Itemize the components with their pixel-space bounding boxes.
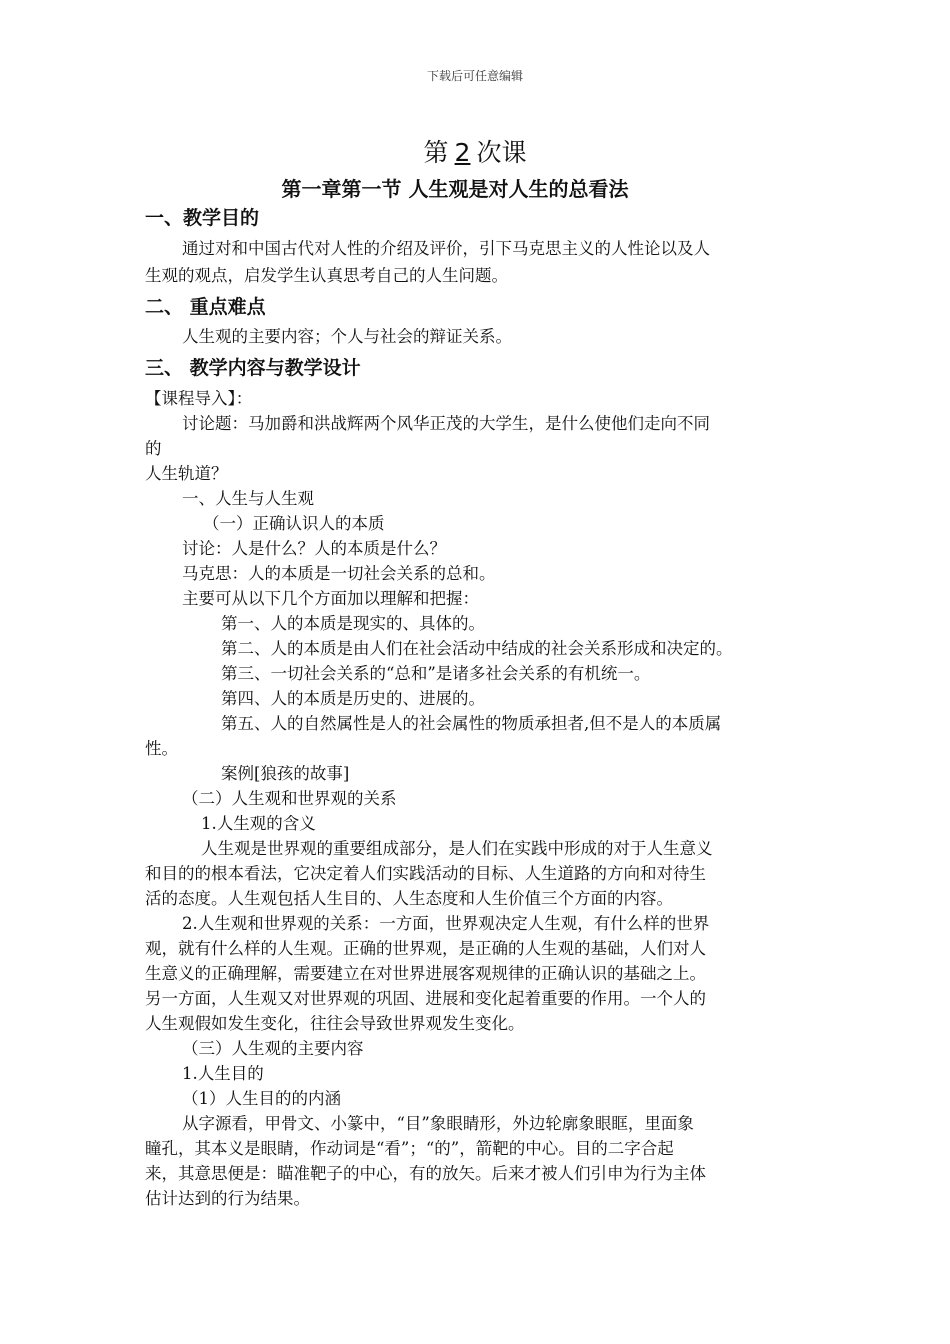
subsection-heading: （一）正确认识人的本质 [203, 514, 385, 533]
paragraph-line: 讨论：人是什么？人的本质是什么？ [182, 539, 446, 558]
section-heading-objectives: 一、教学目的 [145, 207, 260, 229]
paragraph-line: 活的态度。人生观包括人生目的、人生态度和人生价值三个方面的内容。 [145, 889, 673, 908]
subsection-heading: 一、人生与人生观 [182, 489, 314, 508]
chapter-subtitle: 第一章第一节 人生观是对人生的总看法 [281, 177, 629, 201]
list-item: 第五、人的自然属性是人的社会属性的物质承担者,但不是人的本质属 [221, 714, 722, 733]
title-prefix: 第 [423, 138, 449, 167]
paragraph-line: 从字源看，甲骨文、小篆中，“目”象眼睛形，外边轮廓象眼眶，里面象 [182, 1114, 694, 1133]
paragraph-line: 人生轨道？ [145, 464, 228, 483]
section-heading-key-points: 二、 重点难点 [145, 296, 266, 318]
paragraph-line: 人生观假如发生变化，往往会导致世界观发生变化。 [145, 1014, 525, 1033]
paragraph-line: 另一方面，人生观又对世界观的巩固、进展和变化起着重要的作用。一个人的 [145, 989, 706, 1008]
paragraph-line: 和目的的根本看法，它决定着人们实践活动的目标、人生道路的方向和对待生 [145, 864, 706, 883]
paragraph-line: 主要可从以下几个方面加以理解和把握： [182, 589, 479, 608]
paragraph-line: 瞳孔，其本义是眼睛，作动词是“看”；“的”，箭靶的中心。目的二字合起 [145, 1139, 674, 1158]
title-suffix: 次课 [476, 138, 527, 167]
paragraph-line: 估计达到的行为结果。 [145, 1189, 310, 1208]
list-item: 第四、人的本质是历史的、进展的。 [221, 689, 485, 708]
paragraph-line: 生观的观点，启发学生认真思考自己的人生问题。 [145, 266, 508, 285]
paragraph-line: 2.人生观和世界观的关系：一方面，世界观决定人生观，有什么样的世界 [182, 914, 710, 933]
course-intro-label: 【课程导入】： [145, 389, 253, 408]
paragraph-line: 通过对和中国古代对人性的介绍及评价，引下马克思主义的人性论以及人 [182, 239, 710, 258]
header-note: 下载后可任意编辑 [426, 69, 523, 83]
page-title [0, 133, 950, 169]
subsection-heading: （1）人生目的的内涵 [182, 1089, 341, 1108]
section-heading-content: 三、 教学内容与教学设计 [145, 357, 361, 379]
paragraph-line: 的 [145, 439, 162, 458]
subsection-heading: （二）人生观和世界观的关系 [182, 789, 397, 808]
case-label: 案例[狼孩的故事] [221, 764, 350, 783]
list-item: 第一、人的本质是现实的、具体的。 [221, 614, 485, 633]
subsection-heading: （三）人生观的主要内容 [182, 1039, 364, 1058]
subsection-heading: 1.人生观的含义 [201, 814, 316, 833]
subsection-heading: 1.人生目的 [182, 1064, 264, 1083]
paragraph-line: 来，其意思便是：瞄准靶子的中心，有的放矢。后来才被人们引申为行为主体 [145, 1164, 706, 1183]
title-number: 2 [454, 138, 471, 167]
paragraph-line: 讨论题：马加爵和洪战辉两个风华正茂的大学生，是什么使他们走向不同 [182, 414, 710, 433]
paragraph-line: 观，就有什么样的人生观。正确的世界观，是正确的人生观的基础，人们对人 [145, 939, 706, 958]
paragraph-line: 生意义的正确理解，需要建立在对世界进展客观规律的正确认识的基础之上。 [145, 964, 706, 983]
paragraph-line: 人生观是世界观的重要组成部分，是人们在实践中形成的对于人生意义 [201, 839, 713, 858]
paragraph-line: 人生观的主要内容；个人与社会的辩证关系。 [182, 327, 512, 346]
list-item: 第二、人的本质是由人们在社会活动中结成的社会关系形成和决定的。 [221, 639, 733, 658]
list-item: 第三、一切社会关系的“总和”是诸多社会关系的有机统一。 [221, 664, 651, 683]
paragraph-line: 马克思：人的本质是一切社会关系的总和。 [182, 564, 496, 583]
paragraph-line: 性。 [145, 739, 178, 758]
